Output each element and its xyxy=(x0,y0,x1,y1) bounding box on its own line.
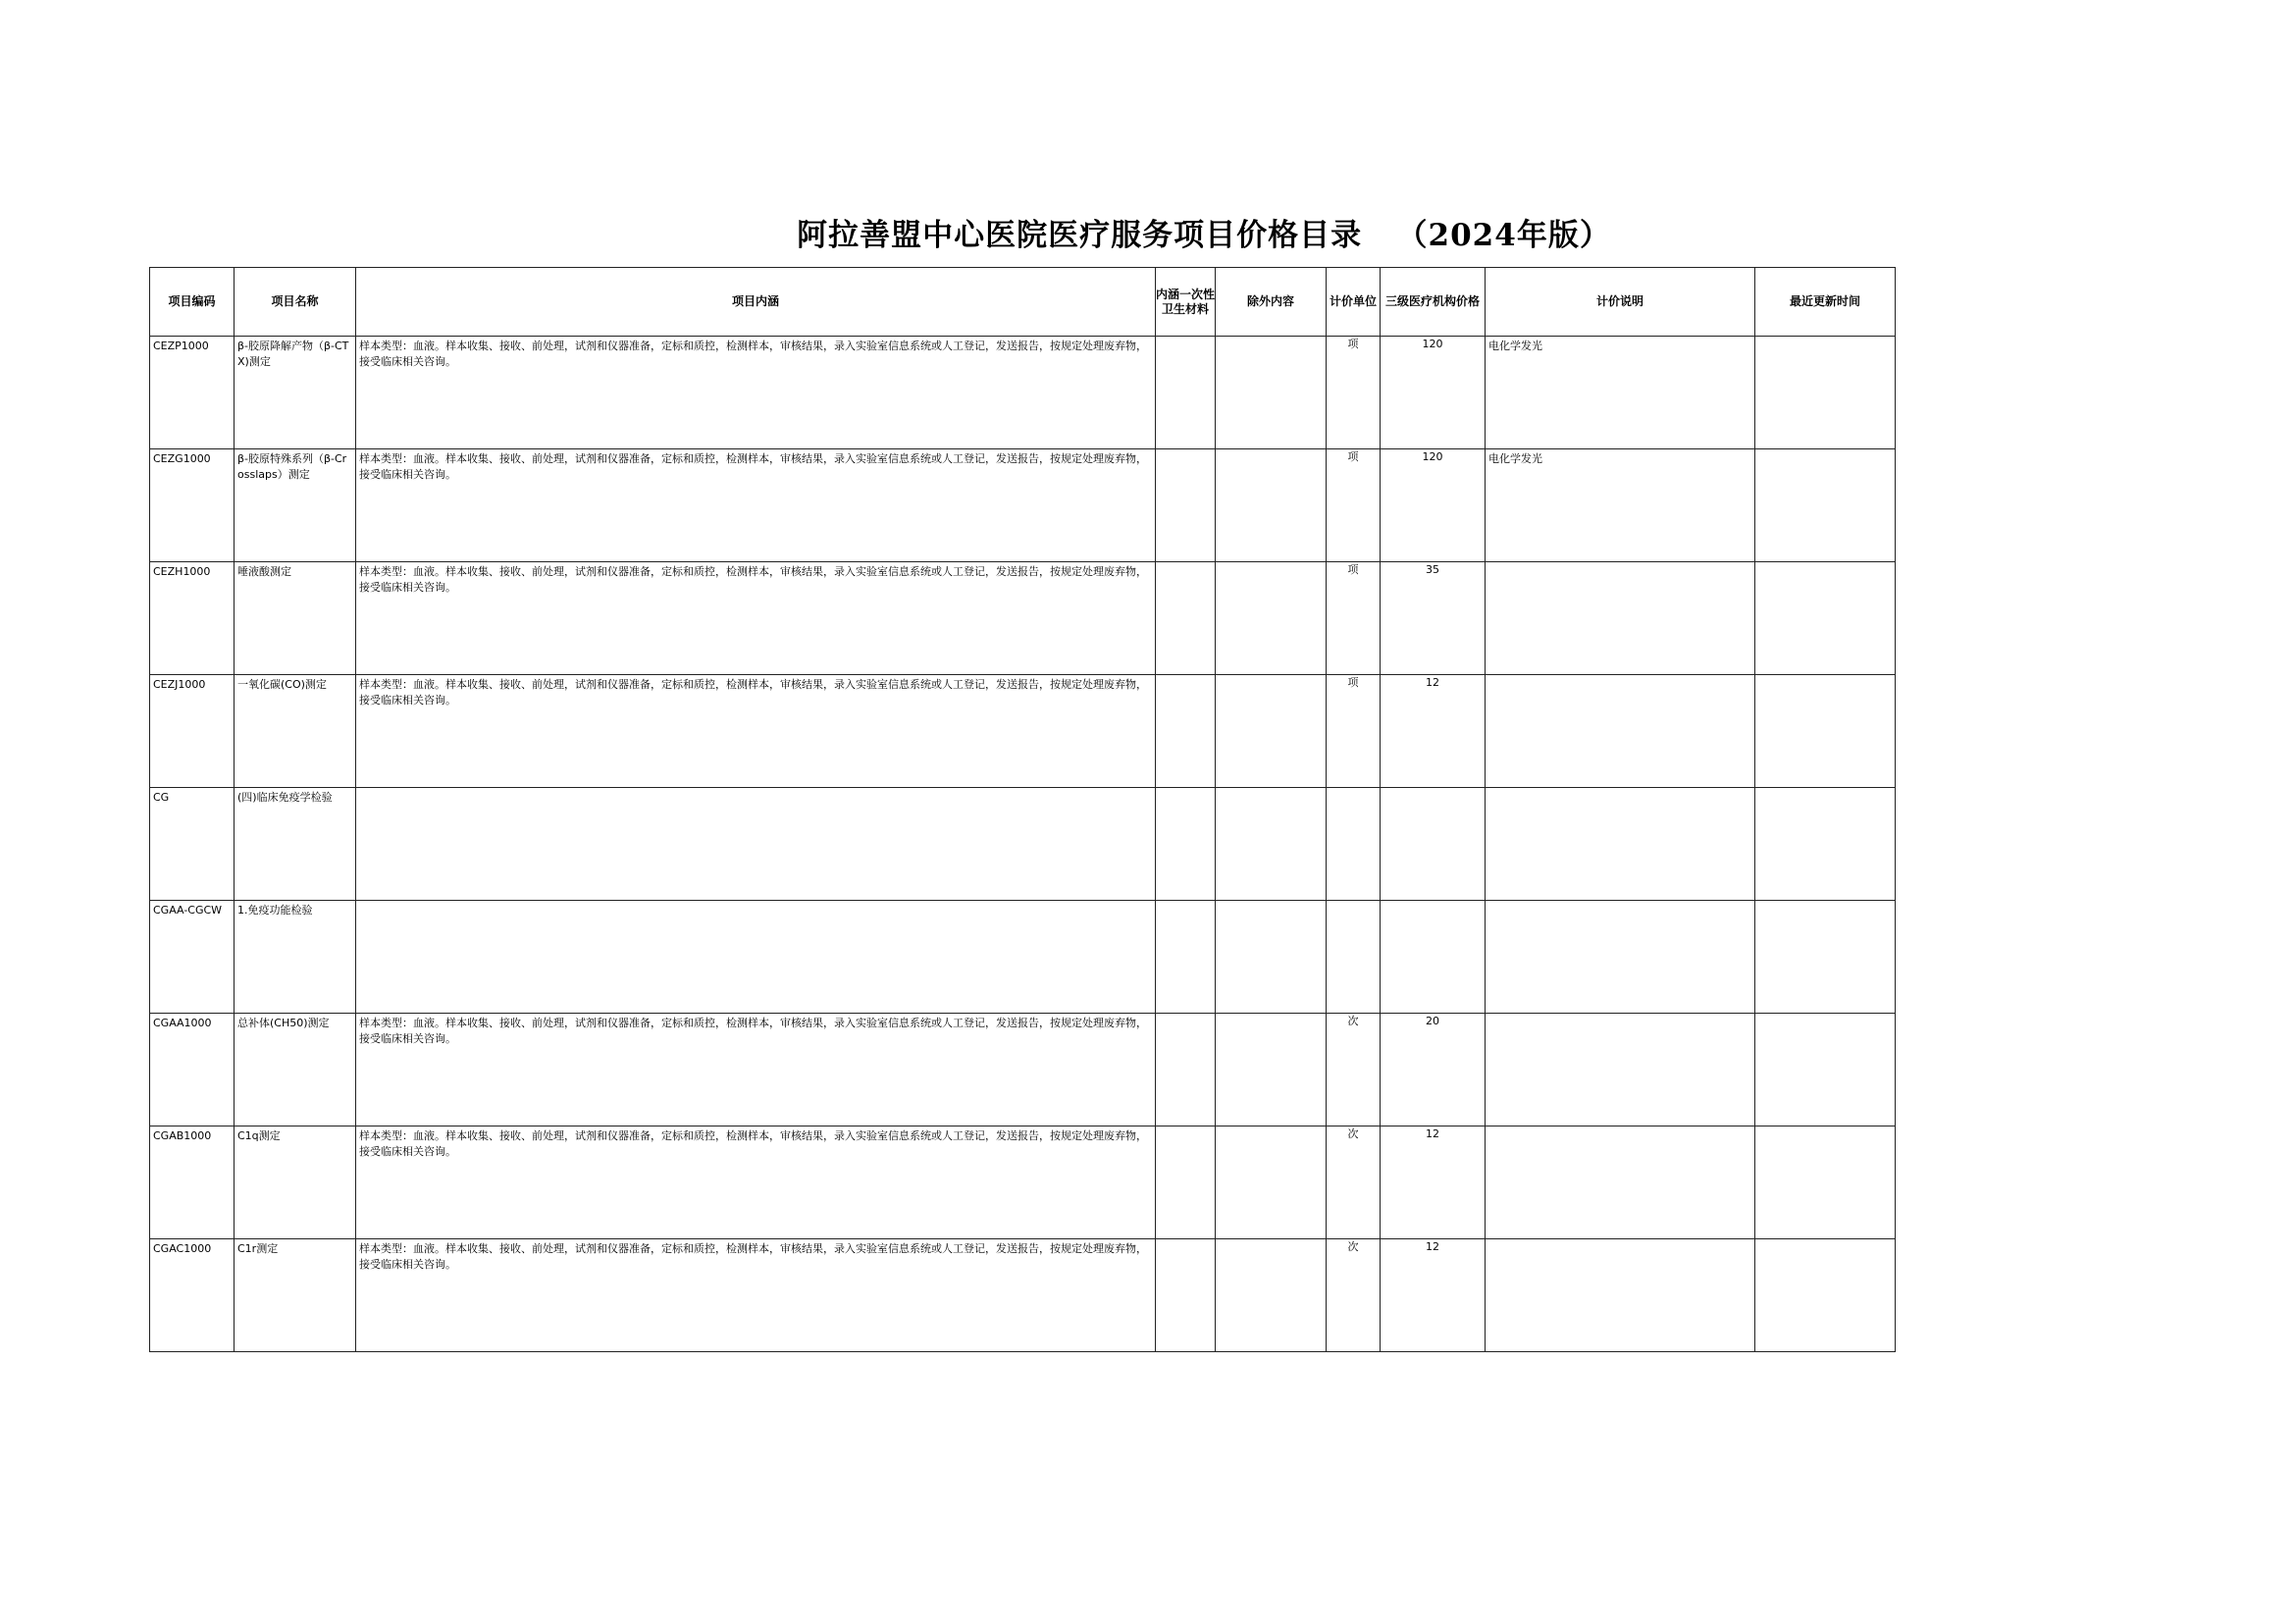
cell-updated xyxy=(1755,337,1896,449)
table-row xyxy=(150,1126,1896,1239)
cell-content: 样本类型：血液。样本收集、接收、前处理，试剂和仪器准备，定标和质控，检测样本，审核结果，录入实验室信息系统或人工登记，发送报告，按规定处理废弃物，接受临床相关咨询。 xyxy=(356,562,1156,675)
cell-unit: 次 xyxy=(1327,1126,1381,1239)
cell-content: 样本类型：血液。样本收集、接收、前处理，试剂和仪器准备，定标和质控，检测样本，审核结果，录入实验室信息系统或人工登记，发送报告，按规定处理废弃物，接受临床相关咨询。 xyxy=(356,1014,1156,1126)
cell-unit: 次 xyxy=(1327,1014,1381,1126)
table-header-row xyxy=(150,268,1896,337)
table-row xyxy=(150,562,1896,675)
cell-content xyxy=(356,901,1156,1014)
cell-consumables xyxy=(1156,1014,1216,1126)
price-catalog-table xyxy=(149,267,1896,1352)
cell-code: CEZJ1000 xyxy=(150,675,235,788)
header-code: 项目编码 xyxy=(150,268,235,337)
cell-content: 样本类型：血液。样本收集、接收、前处理，试剂和仪器准备，定标和质控，检测样本，审核结果，录入实验室信息系统或人工登记，发送报告，按规定处理废弃物，接受临床相关咨询。 xyxy=(356,337,1156,449)
cell-content: 样本类型：血液。样本收集、接收、前处理，试剂和仪器准备，定标和质控，检测样本，审核结果，录入实验室信息系统或人工登记，发送报告，按规定处理废弃物，接受临床相关咨询。 xyxy=(356,449,1156,562)
cell-updated xyxy=(1755,901,1896,1014)
table-row xyxy=(150,337,1896,449)
page-title: 阿拉善盟中心医院医疗服务项目价格目录 （2024年版） xyxy=(797,218,1611,253)
header-consumables: 内涵一次性卫生材料 xyxy=(1156,268,1216,337)
cell-unit: 项 xyxy=(1327,449,1381,562)
table-row xyxy=(150,1239,1896,1352)
header-name: 项目名称 xyxy=(235,268,356,337)
cell-price: 35 xyxy=(1381,562,1486,675)
cell-unit: 项 xyxy=(1327,337,1381,449)
cell-unit: 项 xyxy=(1327,675,1381,788)
cell-price: 20 xyxy=(1381,1014,1486,1126)
cell-code: CEZG1000 xyxy=(150,449,235,562)
cell-updated xyxy=(1755,1126,1896,1239)
cell-name: 总补体(CH50)测定 xyxy=(235,1014,356,1126)
cell-code: CGAA1000 xyxy=(150,1014,235,1126)
cell-code: CGAC1000 xyxy=(150,1239,235,1352)
cell-notes xyxy=(1486,675,1755,788)
header-updated: 最近更新时间 xyxy=(1755,268,1896,337)
cell-exclusions xyxy=(1216,449,1327,562)
cell-code: CGAB1000 xyxy=(150,1126,235,1239)
header-content: 项目内涵 xyxy=(356,268,1156,337)
table-row xyxy=(150,1014,1896,1126)
cell-name: 唾液酸测定 xyxy=(235,562,356,675)
cell-updated xyxy=(1755,562,1896,675)
cell-exclusions xyxy=(1216,901,1327,1014)
cell-code: CEZP1000 xyxy=(150,337,235,449)
cell-notes xyxy=(1486,1126,1755,1239)
cell-code: CG xyxy=(150,788,235,901)
cell-code: CGAA-CGCW xyxy=(150,901,235,1014)
cell-exclusions xyxy=(1216,788,1327,901)
cell-consumables xyxy=(1156,449,1216,562)
header-price: 三级医疗机构价格 xyxy=(1381,268,1486,337)
cell-exclusions xyxy=(1216,562,1327,675)
cell-notes xyxy=(1486,1239,1755,1352)
cell-price: 12 xyxy=(1381,1239,1486,1352)
cell-price: 12 xyxy=(1381,1126,1486,1239)
table-row xyxy=(150,449,1896,562)
cell-notes: 电化学发光 xyxy=(1486,449,1755,562)
cell-consumables xyxy=(1156,901,1216,1014)
cell-unit: 项 xyxy=(1327,562,1381,675)
cell-consumables xyxy=(1156,788,1216,901)
cell-content: 样本类型：血液。样本收集、接收、前处理，试剂和仪器准备，定标和质控，检测样本，审核结果，录入实验室信息系统或人工登记，发送报告，按规定处理废弃物，接受临床相关咨询。 xyxy=(356,1239,1156,1352)
cell-name: C1r测定 xyxy=(235,1239,356,1352)
cell-exclusions xyxy=(1216,675,1327,788)
cell-unit xyxy=(1327,901,1381,1014)
header-notes: 计价说明 xyxy=(1486,268,1755,337)
cell-content: 样本类型：血液。样本收集、接收、前处理，试剂和仪器准备，定标和质控，检测样本，审核结果，录入实验室信息系统或人工登记，发送报告，按规定处理废弃物，接受临床相关咨询。 xyxy=(356,1126,1156,1239)
cell-consumables xyxy=(1156,337,1216,449)
table-row xyxy=(150,675,1896,788)
cell-content xyxy=(356,788,1156,901)
cell-updated xyxy=(1755,788,1896,901)
cell-updated xyxy=(1755,1239,1896,1352)
header-unit: 计价单位 xyxy=(1327,268,1381,337)
cell-updated xyxy=(1755,449,1896,562)
cell-content: 样本类型：血液。样本收集、接收、前处理，试剂和仪器准备，定标和质控，检测样本，审核结果，录入实验室信息系统或人工登记，发送报告，按规定处理废弃物，接受临床相关咨询。 xyxy=(356,675,1156,788)
cell-name: 1.免疫功能检验 xyxy=(235,901,356,1014)
cell-name: β-胶原降解产物（β-CTX)测定 xyxy=(235,337,356,449)
cell-name: (四)临床免疫学检验 xyxy=(235,788,356,901)
cell-price xyxy=(1381,788,1486,901)
cell-notes xyxy=(1486,562,1755,675)
cell-name: C1q测定 xyxy=(235,1126,356,1239)
cell-consumables xyxy=(1156,1126,1216,1239)
cell-consumables xyxy=(1156,675,1216,788)
cell-unit xyxy=(1327,788,1381,901)
cell-consumables xyxy=(1156,562,1216,675)
cell-updated xyxy=(1755,675,1896,788)
cell-price xyxy=(1381,901,1486,1014)
cell-price: 120 xyxy=(1381,337,1486,449)
cell-notes xyxy=(1486,901,1755,1014)
cell-name: 一氧化碳(CO)测定 xyxy=(235,675,356,788)
cell-consumables xyxy=(1156,1239,1216,1352)
cell-exclusions xyxy=(1216,1126,1327,1239)
cell-code: CEZH1000 xyxy=(150,562,235,675)
cell-notes xyxy=(1486,788,1755,901)
cell-unit: 次 xyxy=(1327,1239,1381,1352)
cell-price: 120 xyxy=(1381,449,1486,562)
cell-name: β-胶原特殊系列（β-Crosslaps）测定 xyxy=(235,449,356,562)
cell-exclusions xyxy=(1216,337,1327,449)
header-exclusions: 除外内容 xyxy=(1216,268,1327,337)
table-row xyxy=(150,788,1896,901)
cell-notes xyxy=(1486,1014,1755,1126)
cell-exclusions xyxy=(1216,1239,1327,1352)
cell-notes: 电化学发光 xyxy=(1486,337,1755,449)
cell-exclusions xyxy=(1216,1014,1327,1126)
table-row xyxy=(150,901,1896,1014)
cell-price: 12 xyxy=(1381,675,1486,788)
cell-updated xyxy=(1755,1014,1896,1126)
